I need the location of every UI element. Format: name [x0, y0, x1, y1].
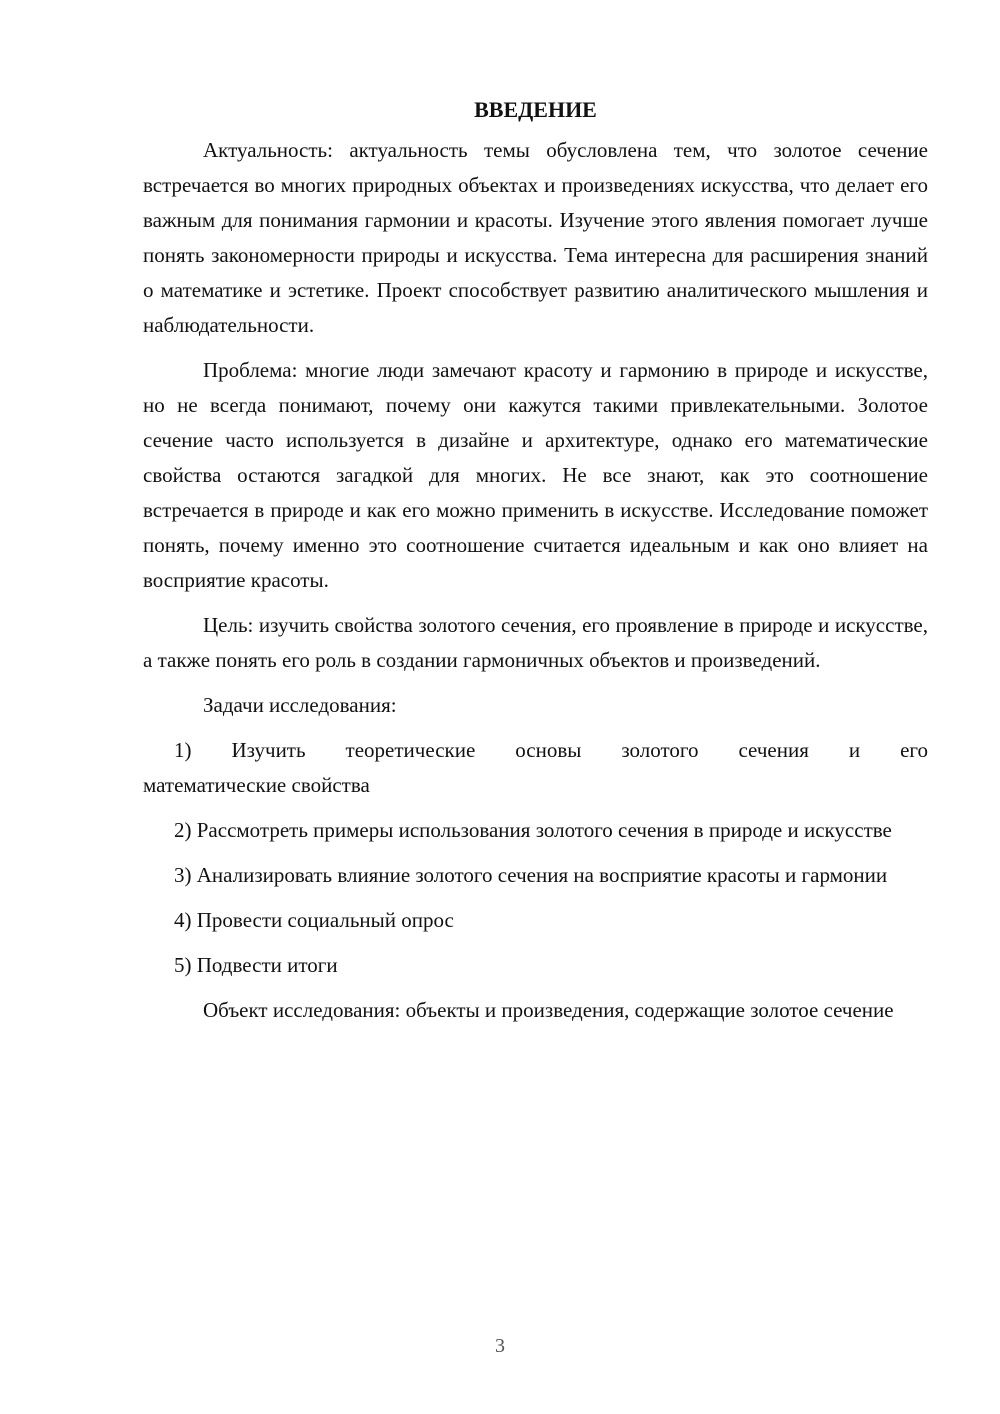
paragraph-goal: Цель: изучить свойства золотого сечения, его проявление в природе и искусстве, а также понять его роль в создании гармоничных объектов и произведений. [143, 613, 928, 672]
paragraph-problem: Проблема: многие люди замечают красоту и гармонию в природе и искусстве, но не всегда понимают, почему они кажутся такими привлекательными. Золотое сечение часто используется в дизайне и архитектуре, однако его математические свойства остаются загадкой для многих. Не все знают, как это соотношение встречается в природе и как его можно применить в искусстве. Исследование поможет понять, почему именно это соотношение считается идеальным и как оно влияет на восприятие красоты. [143, 358, 928, 592]
paragraph-object: Объект исследования: объекты и произведения, содержащие золотое сечение [203, 998, 894, 1022]
task-item-1-line2: математические свойства [143, 773, 370, 797]
task-item-5: 5) Подвести итоги [174, 953, 338, 977]
task-item-1 [143, 733, 928, 803]
task-item-2: 2) Рассмотреть примеры использования золотого сечения в природе и искусстве [174, 818, 892, 842]
task-item-1-line1: 1) Изучить теоретические основы золотого сечения и его [174, 738, 928, 762]
document-page [143, 95, 928, 1038]
section-title: ВВЕДЕНИЕ [474, 97, 597, 122]
task-item-3: 3) Анализировать влияние золотого сечения на восприятие красоты и гармонии [174, 863, 888, 887]
task-item-4: 4) Провести социальный опрос [174, 908, 454, 932]
page-number: 3 [495, 1335, 505, 1357]
paragraph-relevance: Актуальность: актуальность темы обусловлена тем, что золотое сечение встречается во многих природных объектах и произведениях искусства, что делает его важным для понимания гармонии и красоты. Изучение этого явления помогает лучше понять закономерности природы и искусства. Тема интересна для расширения знаний о математике и эстетике. Проект способствует развитию аналитического мышления и наблюдательности. [143, 138, 928, 337]
tasks-heading: Задачи исследования: [203, 693, 397, 717]
